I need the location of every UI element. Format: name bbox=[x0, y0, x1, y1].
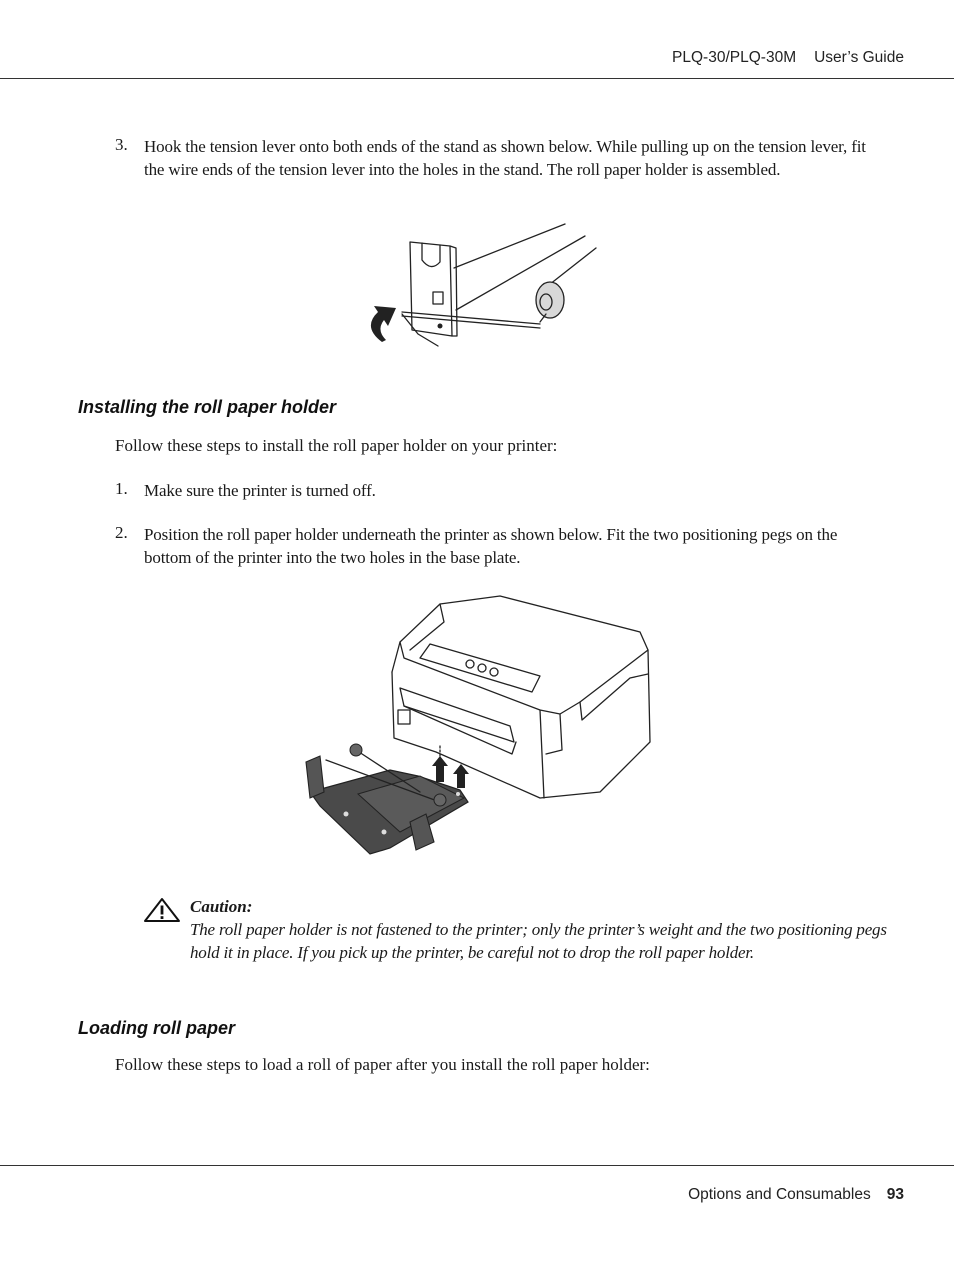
footer-rule bbox=[0, 1165, 954, 1166]
running-footer bbox=[688, 1186, 904, 1204]
step-3-text: Hook the tension lever onto both ends of the stand as shown below. While pulling up on the tension lever, fit the wire ends of the tension lever into the holes in the stand. The roll paper holder is assembled. bbox=[144, 137, 866, 179]
install-intro: Follow these steps to install the roll paper holder on your printer: bbox=[115, 436, 558, 455]
caution-text: The roll paper holder is not fastened to the printer; only the printer’s weight and the two positioning pegs hold it in place. If you pick up the printer, be careful not to drop the roll paper holder. bbox=[190, 920, 887, 962]
loading-intro: Follow these steps to load a roll of paper after you install the roll paper holder: bbox=[115, 1055, 650, 1074]
step-1-number: 1. bbox=[115, 479, 128, 498]
header-product: PLQ-30/PLQ-30M bbox=[672, 49, 797, 66]
step-2-number: 2. bbox=[115, 523, 128, 542]
step-2-text: Position the roll paper holder underneath the printer as shown below. Fit the two positioning pegs on the bottom of the printer into the two holes in the base plate. bbox=[144, 525, 838, 567]
page-number: 93 bbox=[886, 1186, 904, 1203]
section-heading-installing: Installing the roll paper holder bbox=[78, 397, 337, 417]
footer-section: Options and Consumables bbox=[688, 1186, 871, 1203]
caution-title: Caution: bbox=[190, 897, 253, 916]
running-header bbox=[672, 49, 904, 67]
tension-lever-figure bbox=[360, 222, 600, 350]
printer-holder-figure bbox=[300, 592, 652, 868]
step-1-text: Make sure the printer is turned off. bbox=[144, 481, 376, 500]
header-rule bbox=[0, 78, 954, 79]
caution-icon bbox=[143, 897, 181, 923]
section-heading-loading: Loading roll paper bbox=[78, 1018, 236, 1038]
header-guide: User’s Guide bbox=[814, 49, 904, 66]
step-3-number: 3. bbox=[115, 135, 128, 154]
